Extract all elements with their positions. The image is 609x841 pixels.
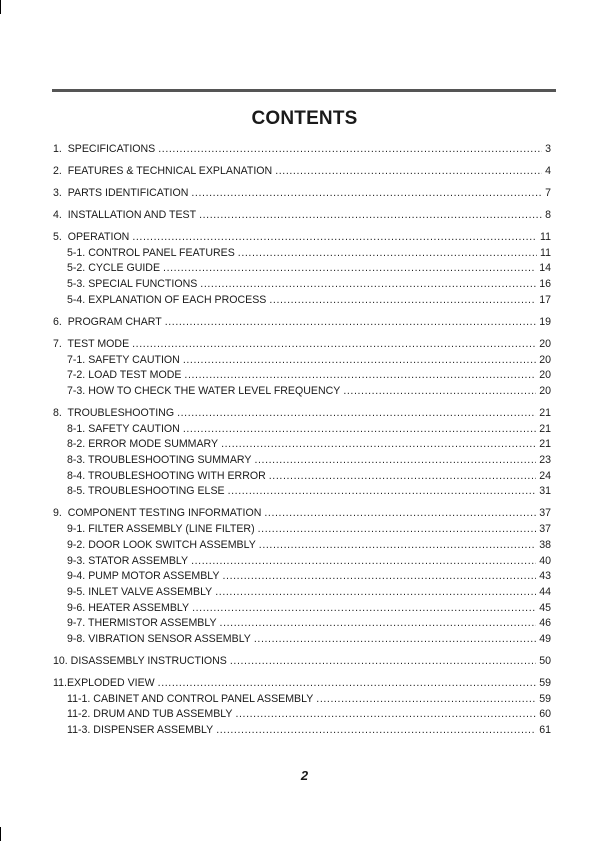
toc-page-number: 37 bbox=[539, 507, 551, 520]
toc-section-entry[interactable] bbox=[53, 186, 551, 200]
toc-dot-leader bbox=[199, 208, 542, 222]
toc-page-number: 50 bbox=[539, 655, 551, 667]
toc-section-entry[interactable] bbox=[53, 164, 551, 178]
toc-entry-label: 2. FEATURES & TECHNICAL EXPLANATION bbox=[53, 165, 273, 177]
toc-page-number: 46 bbox=[539, 617, 551, 630]
toc-entry-label: 4. INSTALLATION AND TEST bbox=[53, 209, 197, 221]
toc-section-entry[interactable] bbox=[53, 142, 551, 156]
toc-page-number: 43 bbox=[539, 570, 551, 583]
page-number: 2 bbox=[300, 768, 309, 783]
toc-dot-leader bbox=[184, 368, 536, 382]
toc-dot-leader bbox=[216, 723, 536, 737]
toc-dot-leader bbox=[220, 616, 537, 630]
toc-subsection-entry[interactable] bbox=[67, 569, 551, 583]
toc-page-number: 37 bbox=[539, 523, 551, 536]
toc-section-entry[interactable] bbox=[53, 315, 551, 329]
toc-dot-leader bbox=[158, 142, 542, 156]
toc-dot-leader bbox=[238, 246, 537, 260]
toc-entry-label: 8-3. TROUBLESHOOTING SUMMARY bbox=[67, 454, 252, 466]
toc-dot-leader bbox=[221, 437, 536, 451]
toc-entry-label: 9-2. DOOR LOOK SWITCH ASSEMBLY bbox=[67, 538, 256, 551]
toc-subsection-entry[interactable] bbox=[67, 616, 551, 630]
toc-section-entry[interactable] bbox=[53, 208, 551, 222]
toc-page-number: 49 bbox=[539, 633, 551, 645]
toc-subsection-entry[interactable] bbox=[67, 293, 551, 307]
toc-dot-leader bbox=[177, 406, 536, 420]
toc-dot-leader bbox=[132, 337, 536, 351]
toc-page-number: 20 bbox=[539, 353, 551, 366]
toc-entry-label: 7-1. SAFETY CAUTION bbox=[67, 353, 180, 366]
toc-page-number: 17 bbox=[539, 293, 551, 306]
toc-page-number: 3 bbox=[545, 143, 551, 155]
toc-dot-leader bbox=[132, 230, 537, 244]
toc-entry-label: 11-3. DISPENSER ASSEMBLY bbox=[67, 724, 214, 737]
toc-entry-label: 11.EXPLODED VIEW bbox=[53, 677, 155, 689]
toc-subsection-entry[interactable] bbox=[67, 469, 551, 483]
toc-page-number: 21 bbox=[539, 438, 551, 451]
toc-entry-label: 9-8. VIBRATION SENSOR ASSEMBLY bbox=[67, 633, 251, 645]
toc-subsection-entry[interactable] bbox=[67, 484, 551, 498]
toc-subsection-entry[interactable] bbox=[67, 585, 551, 599]
toc-subsection-entry[interactable] bbox=[67, 554, 551, 568]
toc-entry-label: 8-4. TROUBLESHOOTING WITH ERROR bbox=[67, 469, 266, 482]
toc-dot-leader bbox=[264, 506, 536, 520]
toc-page-number: 19 bbox=[539, 315, 551, 328]
toc-subsection-entry[interactable] bbox=[67, 692, 551, 706]
toc-dot-leader bbox=[254, 453, 536, 467]
toc-page-number: 11 bbox=[540, 231, 551, 243]
toc-dot-leader bbox=[275, 164, 542, 178]
toc-entry-label: 5-3. SPECIAL FUNCTIONS bbox=[67, 278, 198, 291]
toc-section-entry[interactable] bbox=[53, 230, 551, 244]
toc-entry-label: 9-4. PUMP MOTOR ASSEMBLY bbox=[67, 570, 220, 583]
toc-entry-label: 7-3. HOW TO CHECK THE WATER LEVEL FREQUENCY bbox=[67, 384, 341, 397]
toc-dot-leader bbox=[158, 676, 537, 690]
toc-entry-label: 9-1. FILTER ASSEMBLY (LINE FILTER) bbox=[67, 523, 255, 536]
toc-subsection-entry[interactable] bbox=[67, 538, 551, 552]
toc-subsection-entry[interactable] bbox=[67, 353, 551, 367]
toc-page-number: 45 bbox=[539, 601, 551, 614]
toc-page-number: 60 bbox=[539, 708, 551, 721]
toc-page-number: 24 bbox=[539, 469, 551, 482]
toc-dot-leader bbox=[183, 353, 536, 367]
toc-entry-label: 1. SPECIFICATIONS bbox=[53, 143, 156, 155]
toc-page-number: 14 bbox=[539, 262, 551, 275]
crop-mark-bottom bbox=[0, 827, 1, 841]
toc-entry-label: 9-6. HEATER ASSEMBLY bbox=[67, 601, 190, 614]
toc-dot-leader bbox=[254, 632, 536, 646]
toc-dot-leader bbox=[192, 601, 536, 615]
toc-entry-label: 5-1. CONTROL PANEL FEATURES bbox=[67, 246, 235, 259]
toc-entry-label: 9-5. INLET VALVE ASSEMBLY bbox=[67, 585, 213, 598]
toc-subsection-entry[interactable] bbox=[67, 723, 551, 737]
toc-page-number: 59 bbox=[539, 692, 551, 705]
toc-entry-label: 8-2. ERROR MODE SUMMARY bbox=[67, 438, 219, 451]
toc-dot-leader bbox=[215, 585, 536, 599]
toc-subsection-entry[interactable] bbox=[67, 384, 551, 398]
toc-entry-label: 5-2. CYCLE GUIDE bbox=[67, 262, 161, 275]
toc-dot-leader bbox=[269, 293, 536, 307]
toc-dot-leader bbox=[222, 569, 536, 583]
toc-subsection-entry[interactable] bbox=[67, 632, 551, 646]
toc-subsection-entry[interactable] bbox=[67, 453, 551, 467]
toc-dot-leader bbox=[183, 422, 536, 436]
toc-dot-leader bbox=[191, 186, 542, 200]
toc-dot-leader bbox=[259, 538, 536, 552]
toc-section-entry[interactable] bbox=[53, 406, 551, 420]
toc-dot-leader bbox=[258, 522, 537, 536]
toc-dot-leader bbox=[230, 654, 536, 668]
toc-section-entry[interactable] bbox=[53, 676, 551, 690]
toc-page-number: 20 bbox=[539, 369, 551, 382]
toc-dot-leader bbox=[228, 484, 537, 498]
header-rule bbox=[52, 89, 556, 92]
toc-section-entry[interactable] bbox=[53, 506, 551, 520]
toc-subsection-entry[interactable] bbox=[67, 601, 551, 615]
toc-entry-label: 10. DISASSEMBLY INSTRUCTIONS bbox=[53, 655, 227, 667]
toc-entry-label: 11-2. DRUM AND TUB ASSEMBLY bbox=[67, 708, 233, 721]
toc-section-entry[interactable] bbox=[53, 337, 551, 351]
toc-dot-leader bbox=[343, 384, 536, 398]
toc-subsection-entry[interactable] bbox=[67, 368, 551, 382]
toc-subsection-entry[interactable] bbox=[67, 277, 551, 291]
toc-dot-leader bbox=[235, 707, 536, 721]
toc-entry-label: 8. TROUBLESHOOTING bbox=[53, 406, 175, 419]
toc-entry-label: 7-2. LOAD TEST MODE bbox=[67, 369, 182, 382]
toc-section-entry[interactable] bbox=[53, 654, 551, 668]
toc-page-number: 16 bbox=[539, 278, 551, 291]
toc-page-number: 8 bbox=[545, 209, 551, 221]
crop-mark-top bbox=[0, 0, 1, 14]
toc-entry-label: 9-7. THERMISTOR ASSEMBLY bbox=[67, 617, 217, 630]
toc-entry-label: 9. COMPONENT TESTING INFORMATION bbox=[53, 507, 262, 520]
toc-page-number: 11 bbox=[540, 246, 551, 259]
toc-page-number: 38 bbox=[539, 538, 551, 551]
toc-page-number: 23 bbox=[539, 454, 551, 466]
toc-page-number: 20 bbox=[539, 337, 551, 350]
toc-dot-leader bbox=[165, 315, 537, 329]
toc-subsection-entry[interactable] bbox=[67, 437, 551, 451]
toc-entry-label: 5. OPERATION bbox=[53, 231, 130, 243]
toc-page-number: 21 bbox=[539, 406, 551, 419]
toc-entry-label: 7. TEST MODE bbox=[53, 337, 130, 350]
toc-page-number: 61 bbox=[539, 724, 551, 737]
toc-dot-leader bbox=[191, 554, 536, 568]
toc-entry-label: 5-4. EXPLANATION OF EACH PROCESS bbox=[67, 293, 267, 306]
toc-page-number: 31 bbox=[539, 485, 551, 498]
toc-page-number: 7 bbox=[545, 187, 551, 199]
toc-subsection-entry[interactable] bbox=[67, 246, 551, 260]
toc-entry-label: 9-3. STATOR ASSEMBLY bbox=[67, 554, 189, 567]
toc-page-number: 4 bbox=[545, 165, 551, 177]
toc-dot-leader bbox=[163, 261, 536, 275]
toc-page-number: 21 bbox=[539, 422, 551, 435]
toc-entry-label: 8-1. SAFETY CAUTION bbox=[67, 422, 180, 435]
toc-entry-label: 11-1. CABINET AND CONTROL PANEL ASSEMBLY bbox=[67, 692, 314, 705]
toc-entry-label: 6. PROGRAM CHART bbox=[53, 315, 162, 328]
toc-dot-leader bbox=[200, 277, 536, 291]
toc-subsection-entry[interactable] bbox=[67, 261, 551, 275]
page-title: CONTENTS bbox=[251, 108, 358, 129]
toc-dot-leader bbox=[269, 469, 536, 483]
toc-entry-label: 3. PARTS IDENTIFICATION bbox=[53, 187, 189, 199]
toc-subsection-entry[interactable] bbox=[67, 522, 551, 536]
toc-page-number: 44 bbox=[539, 585, 551, 598]
toc-entry-label: 8-5. TROUBLESHOOTING ELSE bbox=[67, 485, 225, 498]
toc-page-number: 40 bbox=[539, 554, 551, 567]
toc-page-number: 59 bbox=[539, 677, 551, 689]
toc-subsection-entry[interactable] bbox=[67, 707, 551, 721]
toc-page-number: 20 bbox=[539, 384, 551, 397]
toc-subsection-entry[interactable] bbox=[67, 422, 551, 436]
toc-dot-leader bbox=[316, 692, 536, 706]
